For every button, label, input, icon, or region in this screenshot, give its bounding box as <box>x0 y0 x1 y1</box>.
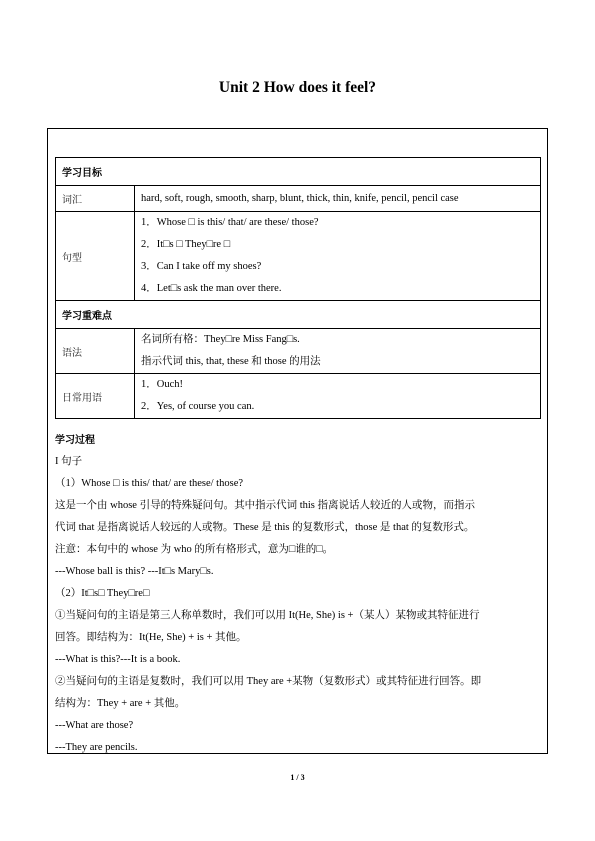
grammar-label: 语法 <box>56 329 135 374</box>
grammar-content <box>135 329 541 374</box>
process-line: 回答。即结构为：It(He, She) + is + 其他。 <box>55 632 247 643</box>
sentence-line: 3．Can I take off my shoes? <box>141 261 262 272</box>
process-line: 代词 that 是指离说话人较远的人或物。These 是 this 的复数形式，those 是 that 的复数形式。 <box>55 522 475 533</box>
daily-label: 日常用语 <box>56 374 135 419</box>
learning-process <box>55 431 541 759</box>
process-line: 这是一个由 whose 引导的特殊疑问句。其中指示代词 this 指离说话人较近的人或物，而指示 <box>55 500 475 511</box>
sentence-line: 2．It□s □ They□re □ <box>141 239 231 250</box>
process-line: （1）Whose □ is this/ that/ are these/ those? <box>55 478 244 489</box>
process-line: ②当疑问句的主语是复数时，我们可以用 They are +某物（复数形式）或其特征进行回答。即 <box>55 676 482 687</box>
process-line: ---They are pencils. <box>55 742 138 753</box>
sentences-label: 句型 <box>56 212 135 301</box>
vocab-content: hard, soft, rough, smooth, sharp, blunt, thick, thin, knife, pencil, pencil case <box>135 186 541 212</box>
process-line: 注意：本句中的 whose 为 who 的所有格形式，意为□谁的□。 <box>55 544 334 555</box>
process-line: ---What is this?---It is a book. <box>55 654 181 665</box>
sentence-line: 1．Whose □ is this/ that/ are these/ those? <box>141 217 319 228</box>
grammar-line: 指示代词 this, that, these 和 those 的用法 <box>141 356 321 367</box>
daily-line: 2．Yes, of course you can. <box>141 401 255 412</box>
process-line: （2）It□s□ They□re□ <box>55 588 150 599</box>
process-line: I 句子 <box>55 456 83 467</box>
vocab-label: 词汇 <box>56 186 135 212</box>
sentence-line: 4．Let□s ask the man over there. <box>141 283 282 294</box>
key-points-header: 学习重难点 <box>56 301 541 329</box>
process-line: 结构为：They + are + 其他。 <box>55 698 186 709</box>
grammar-line: 名词所有格：They□re Miss Fang□s. <box>141 334 300 345</box>
process-header: 学习过程 <box>55 435 95 446</box>
sentences-content <box>135 212 541 301</box>
lesson-table <box>55 157 541 419</box>
page-title: Unit 2 How does it feel? <box>218 79 377 96</box>
daily-content <box>135 374 541 419</box>
objectives-header: 学习目标 <box>56 158 541 186</box>
process-line: ---Whose ball is this? ---It□s Mary□s. <box>55 566 214 577</box>
process-line: ①当疑问句的主语是第三人称单数时，我们可以用 It(He, She) is +（某人）某物或其特征进行 <box>55 610 480 621</box>
daily-line: 1．Ouch! <box>141 379 183 390</box>
process-line: ---What are those? <box>55 720 134 731</box>
page-number: 1 / 3 <box>290 773 305 782</box>
